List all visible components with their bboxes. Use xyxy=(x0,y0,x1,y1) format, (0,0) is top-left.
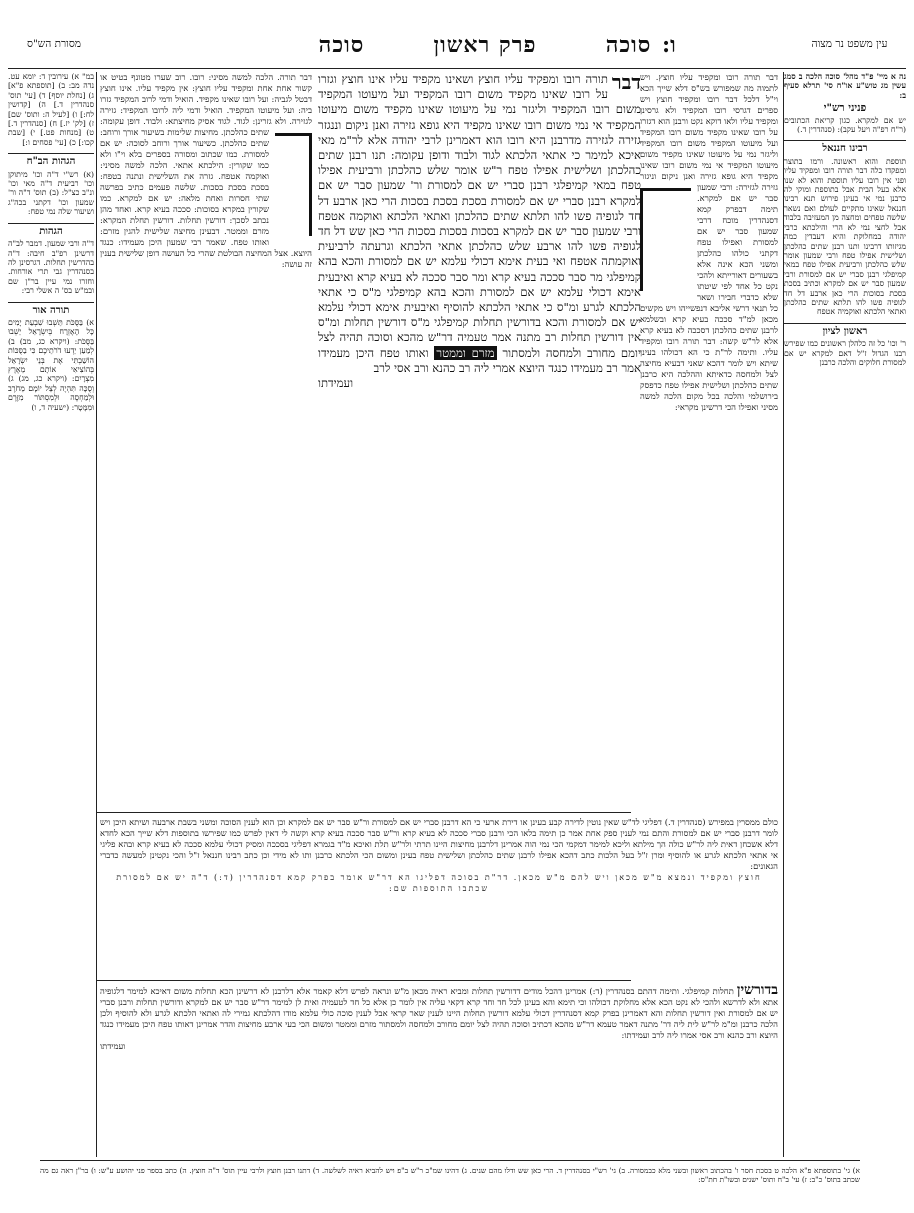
tosafot-text-mid: ורבי שמעון סבר יש אם למקרא. תימה דבפרק קמא דסנהדרין מוכח דרבי שמעון סבר יש אם למסורת ואפילו טפח דקתני כולהו כהלכתן ומשני הכא אינה אלא בשעורים דאורייתא ולהכי נקט כל אחד לפי שיטתו שלא כדברי חבירו ושאר כל תנאי דרשי אליבא דנפשייהו ויש מקשים מכאן למ"ד סככה בעיא קרא ובשלמא לרבנן שתים כהלכתן דסככה לא בעיא קרא אלא לר"ש קשה: xyxy=(640,182,778,346)
bottom-tosafot-catchword: ועמידתו xyxy=(100,1041,126,1051)
hagahot-text: ד"ה ורבי שמעון. דמבר לב"ה דרשינן רפ"ב חיבה: ד"ה בהדרשין תחלות. דגרסינן לה בסנהדרין גבי תרי אורחות. וחזרו נמי עיין בר"ן שם ובמ"ש בס' ה אשלי רבי: xyxy=(8,239,94,296)
tosafot-text-bottom: דבר תורה רובו ומקפיד עליו. ותימה לר"ת כי הא דכולהו בעינן שיתא ויש לומר דהכא שאני דבעיא מחיצה לצל ולמחסה כדאיתא וההלכה היא כרבנן שתים כהלכתן ושלישית אפילו טפח כדפסק בירושלמי והלכה בכל מקום הלכה למשה מסיני ואפילו הכי דרשינן מקראי: xyxy=(640,336,778,412)
gemara-column xyxy=(318,72,641,808)
page-number: ו: xyxy=(662,32,676,58)
footer-notes: א) גי' בתוספתא פ"א הלכה ט בסכת חסר ו' בהכתוב ראשון ובשני מלא כבמסורה. ב) גי' רש"י בסנהדרין ד. הרי כאן שש ודלו מהם שנים. ג) דהינו שמ"כ ר"ש ב"פ ויש להביא ראיה לשלשה. ד) דתנו רבנן חוצץ ולרבי עיין תוס' ד"ה חוצץ. ה) כתב בספר פני יהושע ע"ש: ו) בר"ן ראה גם מה שכתב בתוס' כ"ב: ז) עי' ב"ח ותוס' ישנים ובשו"ת חת"ס: xyxy=(40,1166,860,1184)
tosafot-column xyxy=(640,72,778,810)
bottom-tosafot xyxy=(100,985,778,1135)
bottom-commentary-text: כולם ממסרין במפירש (סנהדרין ד.) דפליגי לד"ש שאין נוטין לדירה קבע בעינן או דירת ארעי כי הא דרבנן סברי יש אם למסורת ור"ש סבר יש אם למקרא וכן הוא לענין הסוכה ומשני בשבת ארבעה ושיתא היכן ויש לומר דרבנן סברי יש אם למסורת והתם נמי לענין ספק אחת אמר כן תימה בלאו הכי ורבנן סברי סככה לא בעיא קרא ור"ש סבר סככה בעיא קרא וקשה לי דאין לפרש כמו שפירשו בתוספות דלא שייך הכא לחדא דלא אשכחן דאית ליה לר"ש כולה הך מילתא וליכא למימר דמקמי הכי נמי הוה אמרינן דלרבנן מחיצות היינו תרתי ולר"ש תלת ואיכא מ"ד בגמרא דפליגי בסככה ומסיק דכולי עלמא סככה לא בעיא קרא ובהא פליגי אי אתאי הלכתא לגרע או להוסיף ומרן ז"ל בעל הלכות כתב דהכא אפילו לרבנן שתים כהלכתן ושלישית טפח בעינן ומשום הכי הלכתא כרבנן ותו לא מידי וכן כתב רבינו חננאל ז"ל והכי נקטינן למעשה כדברי הגאונים: xyxy=(100,817,778,871)
tosafot-text-top: דבר תורה רובו ומקפיד עליו חוצץ. ויש לתמוה מה שמפורש בש"ס דלא שייך הכא וי"ל דלכל דבר רובו ומקפיד חוצץ ויש ספרים דגרסי רובו המקפיד ולא גרסינן ומקפיד עליו ולאו דוקא נקט ורבנן הוא דגזרו על רובו שאינו מקפיד משום רובו המקפיד ועל מיעוטו המקפיד משום רובו המקפיד וליגזר נמי על מיעוטו שאינו מקפיד משום מיעוטו המקפיד אי נמי משום רובו שאינו מקפיד היא גופא גזירה ואנן ניקום וניגזר גזירה לגזירה: xyxy=(640,72,778,192)
rishonim-title: ראשון לציון xyxy=(784,323,906,336)
hagahot-bach-title: הגהות הב"ח xyxy=(8,153,94,166)
chapter-title: פרק ראשון xyxy=(433,32,537,58)
tosafot-initial-frame xyxy=(640,188,691,291)
rashi-text-bottom: יש אם למקרא. כמו שקורין במקרא בסוכות: סככה בעיא קרא. ואחד מהן נכתב לסכך: דורשין תחלות. דורשין תחלת המקרא: מזרם וממטר. דבעינן מחיצה שלישית להגין מזרם: ואותו טפח. שאמר רבי שמעון היכן מעמידו: כנגד היוצא. אצל המחיצה הבולטת שהרי כל העושה דופן שלישית בענין זה עושה: xyxy=(100,193,312,269)
torah-or-text: א) בַּסֻּכֹּת תֵּשְׁבוּ שִׁבְעַת יָמִים כָּל הָאֶזְרָח בְּיִשְׂרָאֵל יֵשְׁבוּ בַּסֻּכֹּת: (ויקרא כג, מב) ב) לְמַעַן יֵדְעוּ דֹרֹתֵיכֶם כִּי בַסֻּכּוֹת הוֹשַׁבְתִּי אֶת בְּנֵי יִשְׂרָאֵל בְּהוֹצִיאִי אוֹתָם מֵאֶרֶץ מִצְרָיִם: (ויקרא כג, מג) ג) וְסֻכָּה תִּהְיֶה לְצֵל יוֹמָם מֵחֹרֶב וּלְמַחְסֶה וּלְמִסְתּוֹר מִזֶּרֶם וּמִמָּטָר: (ישעיה ד, ו) xyxy=(8,317,94,412)
gemara-opening-word: דבר xyxy=(611,72,641,94)
page-header xyxy=(0,28,914,68)
header-rule xyxy=(8,68,906,69)
rabbeinu-chananel-text: תוספת והוא ראשונה. ורמו בתוצר ומפקדו כלה דבר תורה רובו ומפקיד עליו ופני אין רובו עליו תוספת והוא לא שנו אלא בעל הבית אבל בתוספת ומוקי לה כרבנן נמי אי בעינן פירוש תנא רבינו חננאל שאינו מתקיים לעולם ואם נשאר שלשה טפחים ומחצה מן המעזיבה בלבוד אבל לחצי נמי לא הרי והילכתא כרבי יהודה במחלוקת והיא דעבדין כמה מגיזותו דרבינו ותנו רבנן שתים כהלכתן ושלישית אפילו טפח ורבי שמעון אומר שלש כהלכתן ורביעית אפילו טפח במאי קמיפלגי רבנן סברי יש אם למסורת ורבי שמעון סבר יש אם למקרא וכתיב בסכת בסכת בסוכות הרי כאן ארבע דל חד לגופיה פשו להו תלתא שתים כהלכתן ואתאי הלכתא ואוקמיה אטפח xyxy=(784,156,906,317)
torah-or-title: תורה אור xyxy=(8,302,94,315)
rishonim-text: ר' וכו' כל זה כלהלן ראשונים כמו שפירש רבנו הגדול ז"ל דאם למקרא יש אם למסורת חלוקים והלכה כרבנן xyxy=(784,339,906,367)
masoret-title: מסורת הש"ס xyxy=(26,38,82,50)
rabbeinu-chananel-title: רבינו חננאל xyxy=(784,140,906,153)
left-margin-divider xyxy=(96,72,97,1157)
rashi-notes-text: יש אם למקרא. כגון קריאת הכתובים (ר"ח רפ"ה ויעל עקב): (סנהדרין ד.) xyxy=(784,115,906,135)
left-margin xyxy=(8,72,94,1157)
bottom-tosafot-text: תחלות קמיפלגי. ותימה דהתם בסנהדרין (ד:) אמרינן דהכל מודים דדורשין תחלות ומביא ראיה מכאן מ"ש ונראה לפרש דלא קאמר אלא דלרבנן לא דרשינן הכא תחלות משום דאיכא למימר דלגופיה אתא ולא לדרשא ולהכי לא נקט הכא אלא מחלוקת דכולהו וכי תימא והא בעינן לכל חד וחד קרא דקאי עליה אין לומר כן אלא כל חד לטעמיה ואית לן למימר דר"ש סבר יש אם למקרא ודורשין תחלות ורבנן סברי יש אם למסורת ואין דורשין תחלות והא דאמרינן בפרק קמא דסנהדרין דכולי עלמא דורשין תחלות היינו לענין שאר קראי אבל לענין סוכה כולי עלמא מודו דהלכתא גמירי לה ואתאי הלכתא לגרע ולא להוסיף ולכן הלכה כרבנן ומ"מ לר"ש לית ליה דר' מתנה דאמר טעמא דר"ש מהכא דכתיב וסוכה תהיה לצל יומם מחורב ולמחסה ולמסתור מזרם וממטר ומשום הכי בעי ארבע מחיצות והדר אמרינן דאותו טפח היכן מעמידו כנגד היוצא ורב כהנא ורב אסי אמרו ליה לרב ועמידתו: xyxy=(100,986,778,1040)
tractate-title-right: סוכה xyxy=(605,32,652,58)
rashi-text-mid: שתים כהלכתן. כשיעור אורך ורוחב לסוכה: יש אם למסורת. כמו שכתוב ומסורה בספרים בלא וי"ו ולא כמו שקורין: הילכתא אתאי. הלכה למשה מסיני: ואוקמה אטפח. גזרה את השלישית ונתנה בטפח: בסכת בסכת בסכות. שלשה פעמים כתיב בפרשה שתי חסרות ואחת מלאה: xyxy=(100,138,269,203)
gemara-text-main: תורה רובו ומפקיד עליו חוצץ ושאינו מקפיד עליו אינו חוצץ וגזרו על רובו שאינו מקפיד משום רובו המקפיד ועל מיעוטו המקפיד משום רובו המקפיד וליגזר נמי על מיעוטו שאינו מקפיד משום מיעוטו המקפיד אי נמי משום רובו שאינו מקפיד היא גופא גזירה ואנן ניקום וננגזר גזירה לגזירה מדרבנן היא רובו הוא דאמרינן לרבי יהודה אלא לר"מ מאי איכא למימר כי אתאי הלכתא לגוד ולבוד ודופן עקומה: תנו רבנן שתים כהלכתן ושלישית אפילו טפח ר"ש אומר שלש כהלכתן ורביעית אפילו טפח במאי קמיפלגי רבנן סברי יש אם למסורת ור' שמעון סבר יש אם למקרא רבנן סברי יש אם למסורת בסכת בסכת בסכות הרי כאן ארבע דל חד לגופיה פשו להו תלתא שתים כהלכתן ואתאי הלכתא ואוקמה אטפח ורבי שמעון סבר יש אם למקרא בסכות בסכות בסכות הרי כאן שש דל חד לגופיה פשו להו ארבע שלש כהלכתן אתאי הלכתא וגרעתה לרביעית ואוקמתה אטפח ואי בעית אימא דכולי עלמא יש אם למסורת והכא בהא קמיפלגי מר סבר סככה בעיא קרא ומר סבר סככה לא בעיא קרא ואיבעית אימא דכולי עלמא יש אם למסורת והכא בהא קמיפלגי מ"ס כי אתאי הלכתא לגרע ומ"ס כי אתאי הלכתא להוסיף ואיבעית אימא דכולי עלמא יש אם למסורת והכא בדורשין תחלות קמיפלגי מ"ס דורשין תחלות ומ"ס אין דורשין תחלות רב מתנה אמר טעמיה דר"ש מהכא וסוכה תהיה לצל יומם מחורב ולמחסה ולמסתור xyxy=(318,72,641,360)
hagahot-title: הגהות xyxy=(8,223,94,236)
masoret-text: במ" א) עירובין ד: יומא עט. נדה מב: ב) [תוספתא פ"א] ג) [נחלת יוסף] ד) [עי' תוס' סנהדרין ד.] ה) [קדושין לח:] ו) [לעיל ה: ותוס' שם] ז) [לק' יז.] ח) [סנהדרין ד.] ט) [מנחות פט.] י) [שבת קכו:] כ) [עי' פסחים ו:] xyxy=(8,72,94,147)
rashi-column xyxy=(100,72,312,810)
footer-rule xyxy=(40,1160,860,1161)
bottom-commentary xyxy=(100,817,778,977)
bottom-commentary-note: חוצץ ומקפיד ונמצא מ"ש מכאן ויש להם מ"ש מכאן. דר"ת בסוכה דפליגו הא דר"ש אומר בפרק קמא דסנהדרין (ד:) ד"ה יש אם למסורת שכתבו התוספות שם: xyxy=(116,873,762,893)
running-title xyxy=(305,32,665,58)
ein-mishpat-text: נה א מיי' פ"ד מהל' סוכה הלכה ב סמג עשין מג טוש"ע או"ח סי' תרלא סעיף ב: xyxy=(784,72,906,100)
gemara-text-after: ואותו טפח היכן מעמידו אמר רב מעמידו כנגד היוצא אמרי ליה רב כהנא ורב אסי לרב xyxy=(318,345,641,375)
bottom-tosafot-rule xyxy=(96,980,631,981)
bottom-commentary-rule xyxy=(96,812,631,813)
tractate-title-left: סוכה xyxy=(318,32,365,58)
gemara-catchword: ועמידתו xyxy=(318,376,354,391)
ein-mishpat-title: עין משפט נר מצוה xyxy=(811,38,888,50)
right-margin xyxy=(784,72,906,1157)
hagahot-bach-text: (א) רש"י ד"ה וכו' מיתוקן וכו' רביעית ד"ה מאי וכו' ונ"ב כצ"ל: (ב) תוס' ד"ה ור' שמעון וכו' דקתני בכה"ג ושיעור שלה נמי טפח: xyxy=(8,169,94,217)
rashi-notes-title: פניני רש"י xyxy=(823,102,867,115)
rashi-initial-frame xyxy=(275,133,312,236)
bottom-tosafot-lead: בדורשין xyxy=(736,985,778,998)
rashi-text-top: דבר תורה. הלכה למשה מסיני: רובו. רוב שערו מטונף בטיט או קשור אחת אחת ומקפיד עליו חוצץ: אין מקפיד עליו. אינו חוצץ דבטל לגביה: ועל רובו שאינו מקפיד. הואיל ודמי לרוב המקפיד גזרו ביה: ועל מיעוטו המקפיד. הואיל ודמי ליה לרובו המקפיד: גזירה לגזירה. ולא גזרינן: לגוד. לגוד אסיק מחיצתא: ולבוד. דופן עקומה: שתים כהלכתן. מחיצות שלימות בשיעור אורך ורוחב: xyxy=(100,72,312,137)
gemara-highlighted-phrase: מזרם וממטר xyxy=(436,345,495,360)
